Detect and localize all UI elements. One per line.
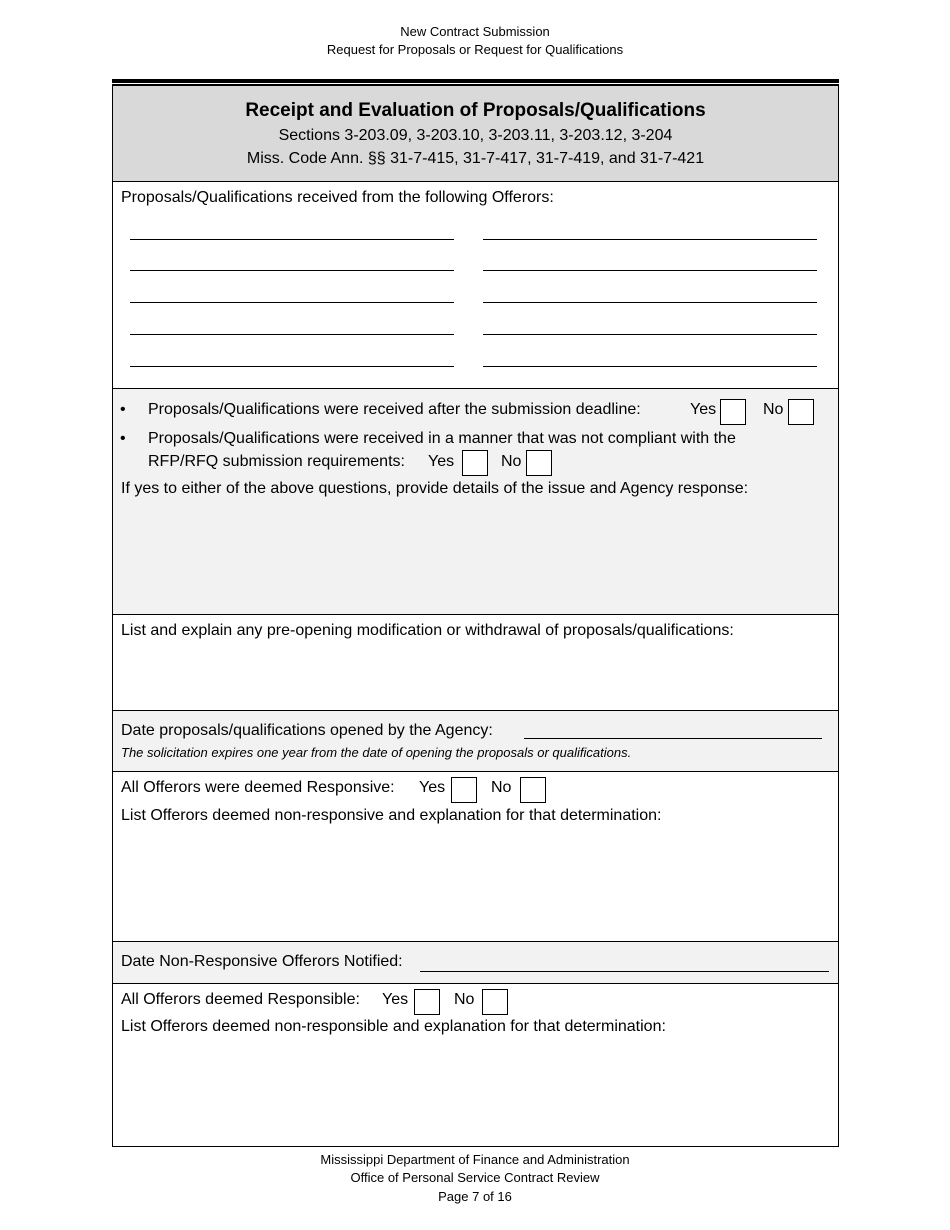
section-title: Receipt and Evaluation of Proposals/Qualifications <box>245 100 706 121</box>
offeror-line-3[interactable] <box>130 270 454 271</box>
offerors-label: Proposals/Qualifications received from the following Offerors: <box>121 189 554 206</box>
responsive-no-label: No <box>491 779 512 796</box>
noncompliant-no-checkbox[interactable] <box>526 450 552 476</box>
offeror-line-2[interactable] <box>483 239 817 240</box>
offeror-line-6[interactable] <box>483 302 817 303</box>
opened-row <box>113 710 838 771</box>
noncompliant-yes-checkbox[interactable] <box>462 450 488 476</box>
responsive-label: All Offerors were deemed Responsive: <box>121 779 395 796</box>
section-references: Sections 3-203.09, 3-203.10, 3-203.11, 3-203.12, 3-204 <box>278 127 673 144</box>
responsible-row <box>113 983 838 1146</box>
noncompliant-question-line1: Proposals/Qualifications were received in a manner that was not compliant with the <box>148 430 736 447</box>
offeror-line-4[interactable] <box>483 270 817 271</box>
section-title-row <box>113 85 838 181</box>
responsive-yes-checkbox[interactable] <box>451 777 477 803</box>
late-yes-checkbox[interactable] <box>720 399 746 425</box>
non-responsive-list-label: List Offerors deemed non-responsive and explanation for that determination: <box>121 807 662 824</box>
responsive-row <box>113 771 838 941</box>
late-submission-question: Proposals/Qualifications were received after the submission deadline: <box>148 401 641 418</box>
responsible-yes-label: Yes <box>382 991 409 1008</box>
page-header-title: New Contract Submission <box>400 24 550 39</box>
opened-date-label: Date proposals/qualifications opened by the Agency: <box>121 722 493 739</box>
offerors-row <box>113 181 838 388</box>
form-table <box>112 85 839 1147</box>
responsible-yes-checkbox[interactable] <box>414 989 440 1015</box>
footer-office: Office of Personal Service Contract Review <box>350 1170 600 1185</box>
opened-date-line[interactable] <box>524 738 822 739</box>
bullet-icon: • <box>120 430 126 447</box>
noncompliant-question-line2: RFP/RFQ submission requirements: <box>148 453 405 470</box>
responsible-no-label: No <box>454 991 475 1008</box>
late-no-checkbox[interactable] <box>788 399 814 425</box>
offeror-line-1[interactable] <box>130 239 454 240</box>
offeror-line-7[interactable] <box>130 334 454 335</box>
offeror-line-8[interactable] <box>483 334 817 335</box>
bullet-icon: • <box>120 401 126 418</box>
modification-row <box>113 614 838 710</box>
page-header-subtitle: Request for Proposals or Request for Qualifications <box>326 42 624 57</box>
header-rule-thick <box>112 79 839 83</box>
responsive-yes-label: Yes <box>419 779 446 796</box>
details-label: If yes to either of the above questions, provide details of the issue and Agency response: <box>121 480 749 497</box>
offeror-line-10[interactable] <box>483 366 817 367</box>
footer-department: Mississippi Department of Finance and Administration <box>320 1152 630 1167</box>
non-responsible-list-label: List Offerors deemed non-responsible and explanation for that determination: <box>121 1018 666 1035</box>
responsible-no-checkbox[interactable] <box>482 989 508 1015</box>
notified-date-label: Date Non-Responsive Offerors Notified: <box>121 953 403 970</box>
late-yes-label: Yes <box>690 401 717 418</box>
statute-references: Miss. Code Ann. §§ 31-7-415, 31-7-417, 31-7-419, and 31-7-421 <box>246 150 705 167</box>
responsible-label: All Offerors deemed Responsible: <box>121 991 360 1008</box>
notified-date-line[interactable] <box>420 971 829 972</box>
responsive-no-checkbox[interactable] <box>520 777 546 803</box>
footer-page-number: Page 7 of 16 <box>438 1189 512 1204</box>
offeror-line-5[interactable] <box>130 302 454 303</box>
offeror-line-9[interactable] <box>130 366 454 367</box>
deadline-row <box>113 388 838 614</box>
noncompliant-no-label: No <box>501 453 522 470</box>
late-no-label: No <box>763 401 784 418</box>
expiration-note: The solicitation expires one year from the date of opening the proposals or qualifications. <box>121 745 632 760</box>
notified-row <box>113 941 838 983</box>
modification-label: List and explain any pre-opening modification or withdrawal of proposals/qualifications: <box>121 622 734 639</box>
noncompliant-yes-label: Yes <box>428 453 455 470</box>
